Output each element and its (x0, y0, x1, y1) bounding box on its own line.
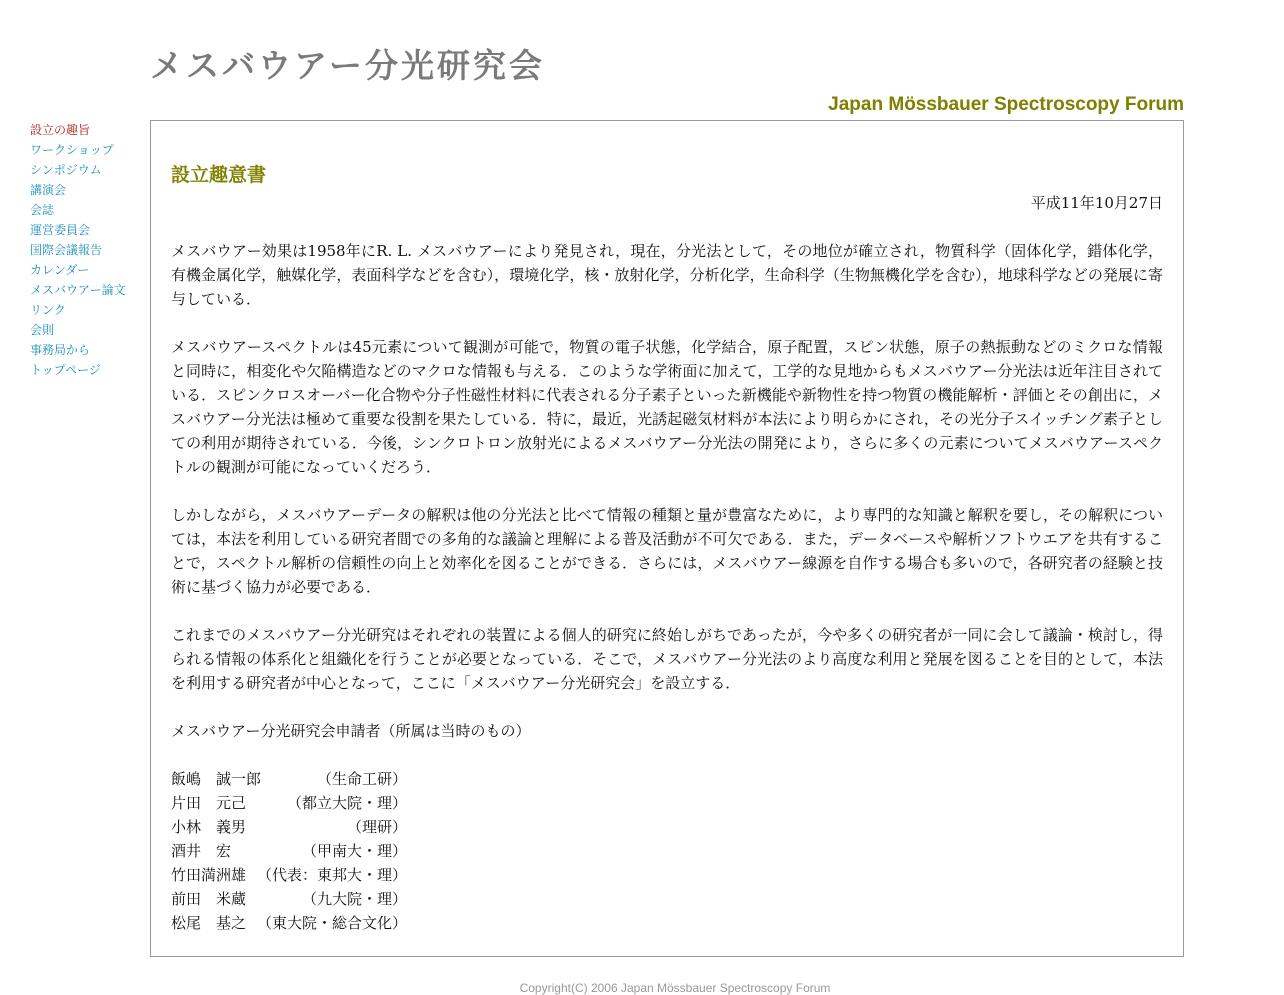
applicants-list (171, 767, 1163, 935)
applicant-affiliation: （理研） (346, 818, 407, 836)
applicant-row (171, 839, 1163, 863)
content-box (150, 120, 1184, 957)
sidebar-nav (30, 120, 148, 380)
applicant-affiliation: （代表：東邦大・理） (257, 866, 408, 884)
sidebar-item-journal[interactable]: 会誌 (30, 203, 55, 217)
applicant-row (171, 815, 1163, 839)
applicant-name: 松尾 基之 (171, 914, 247, 932)
document-date: 平成11年10月27日 (1030, 194, 1163, 212)
applicant-affiliation: （都立大院・理） (286, 794, 407, 812)
page-heading: 設立趣意書 (171, 164, 267, 186)
sidebar-item-lecture[interactable]: 講演会 (30, 183, 67, 197)
paragraph-3: しかしながら，メスバウアーデータの解釈は他の分光法と比べて情報の種類と量が豊富なために，より専門的な知識と解釈を要し，その解釈については，本法を利用している研究者間での多角的な議論と理解による普及活動が不可欠である．また，データベースや解析ソフトウエアを共有することで，スペクトル解析の信頼性の向上と効率化を図ることができる．さらには，メスバウアー線源を自作する場合も多いので，各研究者の経験と技術に基づく協力が必要である． (171, 506, 1163, 596)
applicant-affiliation: （生命工研） (316, 770, 407, 788)
applicant-affiliation: （甲南大・理） (301, 842, 407, 860)
paragraph-1: メスバウアー効果は1958年にR. L. メスバウアーにより発見され，現在，分光法として，その地位が確立され，物質科学（固体化学，錯体化学，有機金属化学，触媒化学，表面科学などを含む），環境化学，核・放射化学，分析化学，生命科学（生物無機化学を含む），地球科学などの発展に寄与している． (171, 242, 1163, 308)
sidebar-item-links[interactable]: リンク (30, 303, 66, 317)
applicant-affiliation: （東大院・総合文化） (257, 914, 408, 932)
site-title: メスバウアー分光研究会 (150, 46, 546, 85)
applicant-name: 片田 元己 (171, 794, 247, 812)
applicant-name: 小林 義男 (171, 818, 247, 836)
applicant-name: 酒井 宏 (171, 842, 232, 860)
sidebar-item-workshop[interactable]: ワークショップ (30, 143, 114, 157)
applicant-row (171, 911, 1163, 935)
sidebar-item-bylaws[interactable]: 会則 (30, 323, 55, 337)
sidebar-item-calendar[interactable]: カレンダー (30, 263, 90, 277)
paragraph-4: これまでのメスバウアー分光研究はそれぞれの装置による個人的研究に終始しがちであったが，今や多くの研究者が一同に会して議論・検討し，得られる情報の体系化と組織化を行うことが必要となっている．そこで，メスバウアー分光法のより高度な利用と発展を図ることを目的として，本法を利用する研究者が中心となって，ここに「メスバウアー分光研究会」を設立する． (171, 626, 1163, 692)
applicant-name: 前田 米蔵 (171, 890, 247, 908)
applicant-name: 竹田満洲雄 (171, 866, 247, 884)
applicants-heading: メスバウアー分光研究会申請者（所属は当時のもの） (171, 722, 531, 740)
applicant-row (171, 767, 1163, 791)
sidebar-item-symposium[interactable]: シンポジウム (30, 163, 102, 177)
sidebar-item-papers[interactable]: メスバウアー論文 (30, 283, 126, 297)
applicant-row (171, 887, 1163, 911)
site-subtitle: Japan Mössbauer Spectroscopy Forum (828, 94, 1184, 115)
sidebar-item-purpose[interactable]: 設立の趣旨 (30, 123, 91, 137)
applicant-row (171, 863, 1163, 887)
applicant-affiliation: （九大院・理） (301, 890, 407, 908)
sidebar-item-committee[interactable]: 運営委員会 (30, 223, 91, 237)
sidebar-item-secretariat[interactable]: 事務局から (30, 343, 91, 357)
applicant-name: 飯嶋 誠一郎 (171, 770, 262, 788)
sidebar-item-conference-reports[interactable]: 国際会議報告 (30, 243, 103, 257)
paragraph-2: メスバウアースペクトルは45元素について観測が可能で，物質の電子状態，化学結合，原子配置，スピン状態，原子の熱振動などのミクロな情報と同時に，相変化や欠陥構造などのマクロな情報も与える．このような学術面に加えて，工学的な見地からもメスバウアー分光法は近年注目されている．スピンクロスオーバー化合物や分子性磁性材料に代表される分子素子といった新機能や新物性を持つ物質の機能解析・評価とその創出に，メスバウアー分光法は極めて重要な役割を果たしている．特に，最近，光誘起磁気材料が本法により明らかにされ，その光分子スイッチング素子としての利用が期待されている．今後，シンクロトロン放射光によるメスバウアー分光法の開発により，さらに多くの元素についてメスバウアースペクトルの観測が可能になっていくだろう． (171, 338, 1163, 476)
sidebar-item-top-page[interactable]: トップページ (30, 363, 101, 377)
applicant-row (171, 791, 1163, 815)
footer-copyright: Copyright(C) 2006 Japan Mössbauer Spectroscopy Forum (519, 981, 831, 995)
